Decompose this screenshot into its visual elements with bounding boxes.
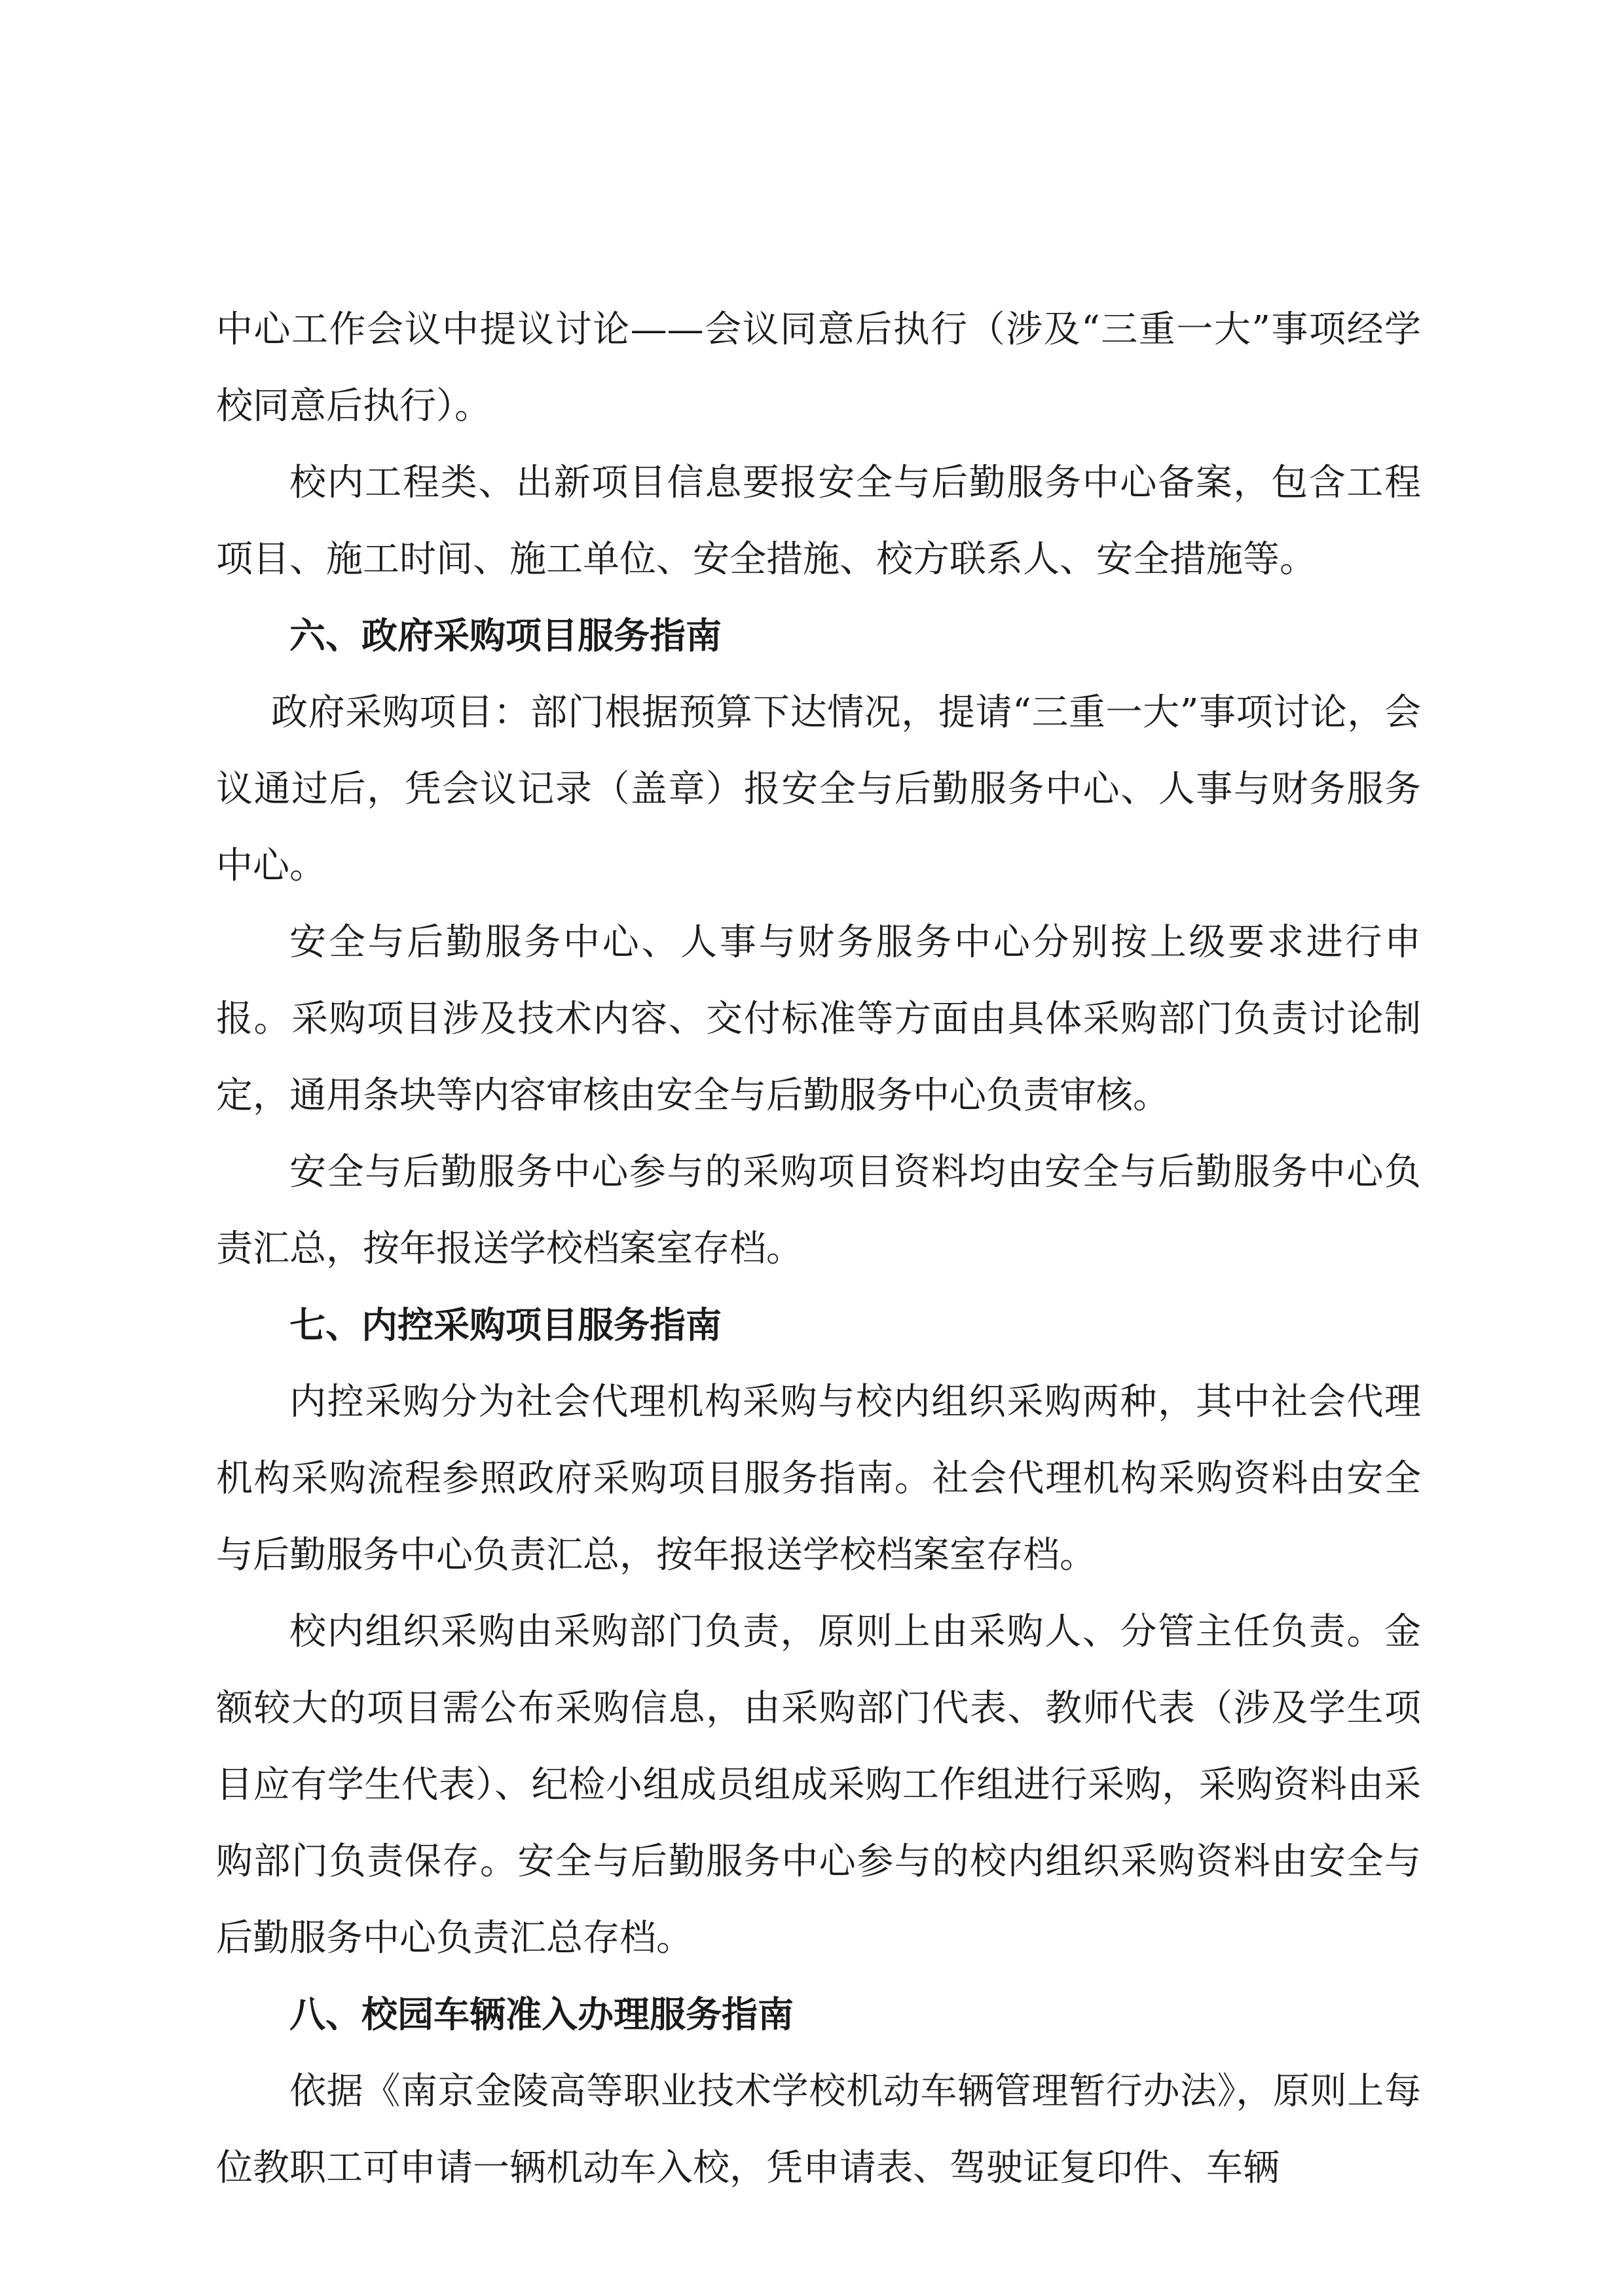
section-heading-7: 七、内控采购项目服务指南 bbox=[289, 1304, 722, 1346]
paragraph-campus-engineering: 校内工程类、出新项目信息要报安全与后勤服务中心备案，包含工程项目、施工时间、施工单位、安全措施、校方联系人、安全措施等。 bbox=[216, 462, 1421, 581]
paragraph-procurement-archive: 安全与后勤服务中心参与的采购项目资料均由安全与后勤服务中心负责汇总，按年报送学校档案室存档。 bbox=[216, 1151, 1421, 1270]
section-heading-8: 八、校园车辆准入办理服务指南 bbox=[289, 1994, 794, 2035]
paragraph-meeting-continuation: 中心工作会议中提议讨论——会议同意后执行（涉及“三重一大”事项经学校同意后执行）。 bbox=[216, 308, 1421, 428]
paragraph-government-procurement: 政府采购项目：部门根据预算下达情况，提请“三重一大”事项讨论，会议通过后，凭会议记录（盖章）报安全与后勤服务中心、人事与财务服务中心。 bbox=[216, 691, 1421, 887]
paragraph-procurement-reporting: 安全与后勤服务中心、人事与财务服务中心分别按上级要求进行申报。采购项目涉及技术内容、交付标准等方面由具体采购部门负责讨论制定，通用条块等内容审核由安全与后勤服务中心负责审核。 bbox=[216, 921, 1421, 1117]
paragraph-internal-procurement: 内控采购分为社会代理机构采购与校内组织采购两种，其中社会代理机构采购流程参照政府采购项目服务指南。社会代理机构采购资料由安全与后勤服务中心负责汇总，按年报送学校档案室存档。 bbox=[216, 1381, 1421, 1576]
paragraph-campus-procurement: 校内组织采购由采购部门负责，原则上由采购人、分管主任负责。金额较大的项目需公布采购信息，由采购部门代表、教师代表（涉及学生项目应有学生代表）、纪检小组成员组成采购工作组进行采购，采购资料由采购部门负责保存。安全与后勤服务中心参与的校内组织采购资料由安全与后勤服务中心负责汇总存档。 bbox=[216, 1611, 1421, 1959]
document-body bbox=[216, 291, 1421, 2206]
section-heading-6: 六、政府采购项目服务指南 bbox=[289, 615, 722, 657]
paragraph-vehicle-access: 依据《南京金陵高等职业技术学校机动车辆管理暂行办法》，原则上每位教职工可申请一辆机动车入校，凭申请表、驾驶证复印件、车辆 bbox=[216, 2070, 1421, 2189]
